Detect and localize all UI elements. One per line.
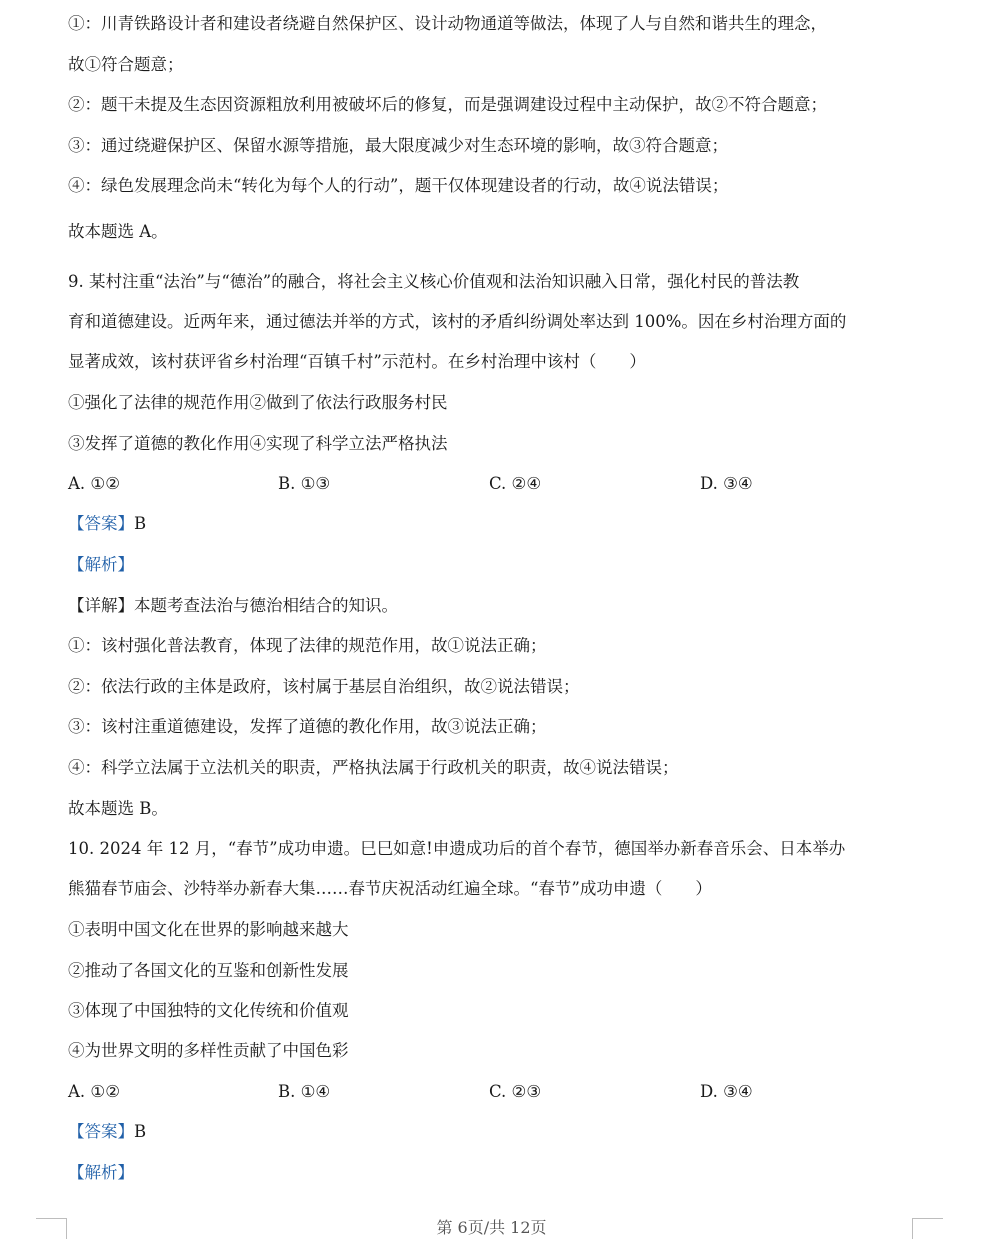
analysis-line: ④：绿色发展理念尚未“转化为每个人的行动”，题干仅体现建设者的行动，故④说法错误； <box>68 176 729 195</box>
analysis-line: 故①符合题意； <box>68 55 184 74</box>
answer-value: B <box>134 1122 147 1141</box>
question-9-statements: ①强化了法律的规范作用②做到了依法行政服务村民 <box>68 393 448 412</box>
option-c: C. ②④ <box>489 474 542 493</box>
option-c: C. ②③ <box>489 1082 542 1101</box>
conclusion-line: 故本题选 A。 <box>68 222 168 241</box>
option-b: B. ①③ <box>278 474 331 493</box>
analysis-line: ②：题干未提及生态因资源粗放利用被破坏后的修复，而是强调建设过程中主动保护，故②不符合题意； <box>68 95 827 114</box>
question-10-statements: ①表明中国文化在世界的影响越来越大 <box>68 920 349 939</box>
question-9-statements: ③发挥了道德的教化作用④实现了科学立法严格执法 <box>68 434 448 453</box>
analysis-tag: 【解析】 <box>68 555 134 574</box>
detail-line: ②：依法行政的主体是政府，该村属于基层自治组织，故②说法错误； <box>68 677 580 696</box>
analysis-heading <box>68 553 928 577</box>
analysis-line: ①：川青铁路设计者和建设者绕避自然保护区、设计动物通道等做法，体现了人与自然和谐共生的理念， <box>68 14 827 33</box>
question-9-stem: 显著成效，该村获评省乡村治理“百镇千村”示范村。在乡村治理中该村（ ） <box>68 352 646 371</box>
answer-value: B <box>134 514 147 533</box>
question-9-stem: 育和道德建设。近两年来，通过德法并举的方式，该村的矛盾纠纷调处率达到 100%。因在乡村治理方面的 <box>68 312 847 331</box>
option-d: D. ③④ <box>700 474 753 493</box>
detail-line: 【详解】本题考查法治与德治相结合的知识。 <box>68 596 398 615</box>
question-10-statements: ④为世界文明的多样性贡献了中国色彩 <box>68 1041 349 1060</box>
page-footer: 第 6页/共 12页 <box>436 1218 547 1237</box>
question-9-stem: 9. 某村注重“法治”与“德治”的融合，将社会主义核心价值观和法治知识融入日常，强化村民的普法教 <box>68 272 800 291</box>
option-b: B. ①④ <box>278 1082 331 1101</box>
option-a: A. ①② <box>68 1082 120 1101</box>
detail-line: ①：该村强化普法教育，体现了法律的规范作用，故①说法正确； <box>68 636 547 655</box>
answer-tag: 【答案】 <box>68 1122 134 1141</box>
analysis-line: ③：通过绕避保护区、保留水源等措施，最大限度减少对生态环境的影响，故③符合题意； <box>68 136 728 155</box>
detail-line: ③：该村注重道德建设，发挥了道德的教化作用，故③说法正确； <box>68 717 547 736</box>
answer-tag: 【答案】 <box>68 514 134 533</box>
analysis-heading <box>68 1161 928 1185</box>
analysis-tag: 【解析】 <box>68 1163 134 1182</box>
question-10-stem: 熊猫春节庙会、沙特举办新春大集……春节庆祝活动红遍全球。“春节”成功申遗（ ） <box>68 879 712 898</box>
question-10-stem: 10. 2024 年 12 月，“春节”成功申遗。巳巳如意!申遗成功后的首个春节，德国举办新春音乐会、日本举办 <box>68 839 846 858</box>
option-d: D. ③④ <box>700 1082 753 1101</box>
answer-line <box>68 512 928 536</box>
question-10-statements: ③体现了中国独特的文化传统和价值观 <box>68 1001 349 1020</box>
question-10-statements: ②推动了各国文化的互鉴和创新性发展 <box>68 961 349 980</box>
detail-line: ④：科学立法属于立法机关的职责，严格执法属于行政机关的职责，故④说法错误； <box>68 758 679 777</box>
conclusion-line: 故本题选 B。 <box>68 799 168 818</box>
option-a: A. ①② <box>68 474 120 493</box>
answer-line <box>68 1120 928 1144</box>
